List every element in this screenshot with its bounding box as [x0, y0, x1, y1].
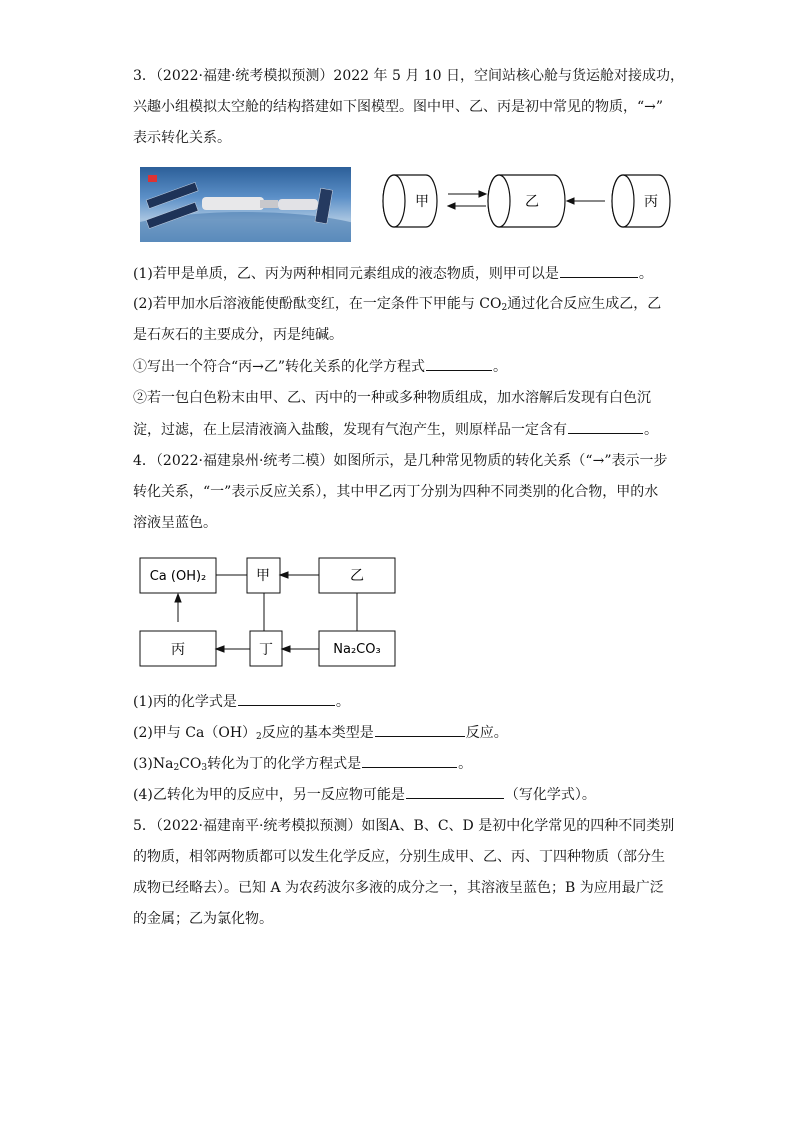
answer-blank[interactable] — [375, 722, 465, 737]
q3-cylinder-diagram — [380, 172, 674, 232]
label-caoh2: Ca (OH)₂ — [149, 569, 207, 584]
label-yi: 乙 — [525, 194, 539, 210]
label-ding: 丁 — [259, 642, 273, 658]
q5-line-2: 的物质，相邻两物质都可以发生化学反应，分别生成甲、乙、丙、丁四种物质（部分生 — [133, 849, 665, 865]
q4-sub-2: (2)甲与 $Ca(OH)_2$反应的基本类型是 反应。 — [133, 722, 508, 747]
label-na2co3: Na₂CO₃ — [333, 642, 381, 657]
answer-blank[interactable] — [406, 784, 504, 799]
q3-sub-2-cont: 是石灰石的主要成分，丙是纯碱。 — [133, 327, 343, 343]
q4-line-2: 转化关系，“一”表示反应关系），其中甲乙丙丁分别为四种不同类别的化合物，甲的水 — [133, 484, 659, 500]
space-station-illustration — [140, 167, 351, 242]
q3-sub-2: (2)若甲加水后溶液能使酚酞变红，在一定条件下甲能与 $CO_2$通过化合反应生成乙，乙 — [133, 296, 662, 313]
q4-line-3: 溶液呈蓝色。 — [133, 515, 217, 531]
label-jia: 甲 — [256, 568, 270, 584]
q3-line-1: 3．（2022·福建·统考模拟预测）2022 年 5 月 10 日，空间站核心舱与货运舱对接成功， — [133, 68, 685, 84]
q4-sub-1: (1)丙的化学式是 。 — [133, 691, 350, 712]
q3-sub-4-cont: 淀，过滤，在上层清液滴入盐酸，发现有气泡产生，则原样品一定含有 。 — [133, 419, 658, 440]
q3-line-2: 兴趣小组模拟太空舱的结构搭建如下图模型。图中甲、乙、丙是初中常见的物质，“→” — [133, 99, 664, 115]
space-station-photo — [140, 167, 351, 242]
flag-badge — [148, 175, 157, 182]
q3-sub-3: ①写出一个符合“丙→乙”转化关系的化学方程式 。 — [133, 356, 507, 377]
label-bing: 丙 — [171, 642, 185, 658]
q4-sub-3: $(3)Na_2CO_3$转化为丁的化学方程式是 。 — [133, 753, 472, 778]
answer-blank[interactable] — [560, 263, 638, 278]
q5-line-4: 的金属；乙为氯化物。 — [133, 911, 273, 927]
label-bing: 丙 — [644, 194, 658, 210]
answer-blank[interactable] — [362, 753, 457, 768]
q3-line-3: 表示转化关系。 — [133, 130, 231, 146]
q4-sub-4: (4)乙转化为甲的反应中，另一反应物可能是 （写化学式）。 — [133, 784, 596, 805]
q5-line-3: 成物已经略去）。已知 A 为农药波尔多液的成分之一，其溶液呈蓝色；B 为应用最广泛 — [133, 880, 664, 896]
q4-line-1: 4．（2022·福建泉州·统考二模）如图所示，是几种常见物质的转化关系（“→”表示一步 — [133, 453, 668, 469]
q5-line-1: 5．（2022·福建南平·统考模拟预测）如图A、B、C、D 是初中化学常见的四种不同类别 — [133, 818, 675, 834]
q4-relation-diagram — [138, 556, 398, 670]
label-jia: 甲 — [415, 194, 429, 210]
label-yi: 乙 — [350, 568, 364, 584]
answer-blank[interactable] — [426, 356, 492, 371]
q3-sub-4: ②若一包白色粉末由甲、乙、丙中的一种或多种物质组成，加水溶解后发现有白色沉 — [133, 390, 651, 406]
answer-blank[interactable] — [238, 691, 335, 706]
answer-blank[interactable] — [568, 419, 643, 434]
q3-sub-1: (1)若甲是单质，乙、丙为两种相同元素组成的液态物质，则甲可以是 。 — [133, 263, 653, 284]
